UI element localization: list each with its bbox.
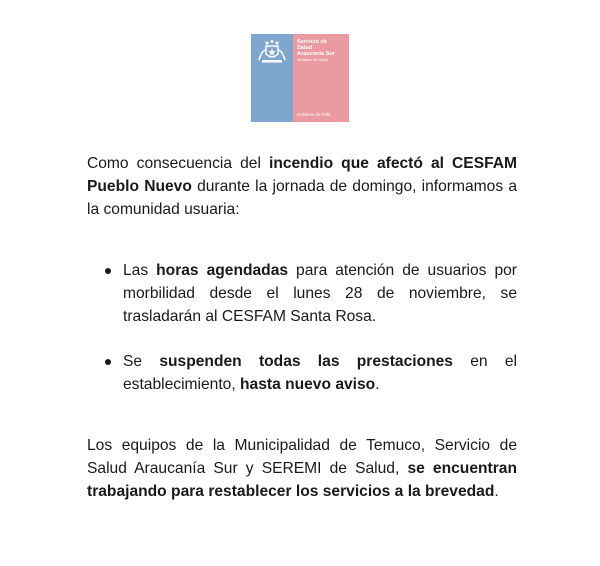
closing-bold-1: se encuentran trabajando para restablecer los servicios a la brevedad: [87, 460, 517, 500]
intro-bold-1: incendio que afectó al CESFAM Pueblo Nuevo: [87, 155, 518, 195]
closing-text-1: Los equipos de la Municipalidad de Temuco, Servicio de Salud Araucanía Sur y SEREMI de Salud,: [87, 437, 517, 477]
logo-footer: Gobierno de Chile: [297, 112, 331, 117]
bullet-1-text-1: Las: [123, 262, 157, 279]
closing-text-2: .: [494, 483, 499, 500]
bullet-icon: [105, 359, 111, 365]
announcement-body: [87, 152, 517, 503]
logo-red-panel: [293, 34, 349, 122]
logo-text-line-2: Salud: [297, 45, 313, 51]
bullet-2-text-3: .: [375, 376, 380, 393]
logo-subtitle: Ministerio de Salud: [297, 58, 328, 62]
bullet-2-text-2: en el establecimiento,: [123, 353, 517, 393]
intro-text-2: durante la jornada de domingo, informamos a la comunidad usuaria:: [87, 178, 517, 218]
bullet-icon: [105, 268, 111, 274]
coat-of-arms-icon: [256, 38, 288, 64]
list-item: [87, 350, 517, 396]
bullet-1-bold-1: horas agendadas: [156, 262, 289, 279]
closing-paragraph: [87, 434, 517, 503]
bullet-2-text-1: Se: [123, 353, 160, 370]
bullet-1-text-2: para atención de usuarios por morbilidad desde el lunes 28 de noviembre, se trasladarán al CESFAM Santa Rosa.: [123, 262, 517, 325]
bullet-2-bold-1: suspenden todas las prestaciones: [159, 353, 453, 370]
list-item: [87, 259, 517, 328]
servicio-salud-logo: [251, 34, 349, 122]
intro-paragraph: [87, 152, 517, 221]
announcement-list: [87, 259, 517, 396]
bullet-2-bold-2: hasta nuevo aviso: [240, 376, 376, 393]
logo-blue-panel: [251, 34, 293, 122]
logo-text-line-1: Servicio de: [297, 39, 327, 45]
intro-text-1: Como consecuencia del: [87, 155, 269, 172]
logo-text-line-3: Araucanía Sur: [297, 51, 335, 57]
